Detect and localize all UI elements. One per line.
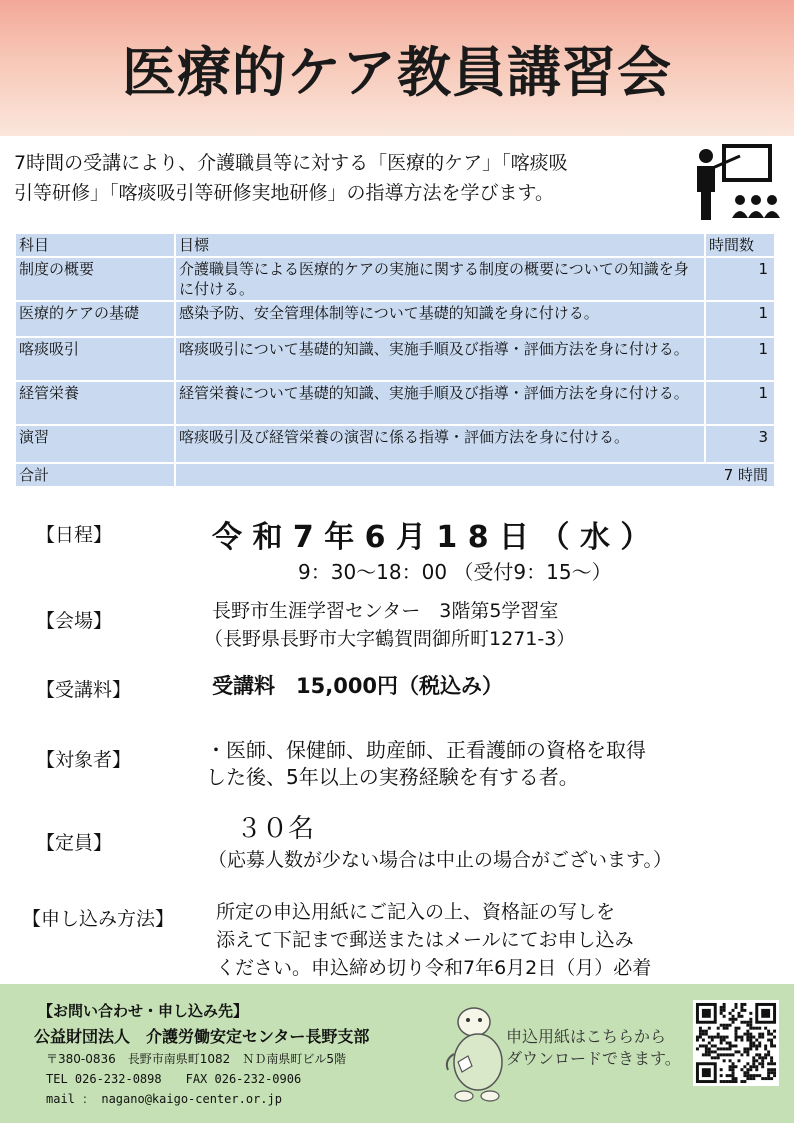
contact-address: 〒380-0836 長野市南県町1082 ＮＤ南県町ビル5階 xyxy=(46,1052,346,1066)
contact-footer xyxy=(0,984,794,1123)
table-cell: 感染予防、安全管理体制等について基礎的知識を身に付ける。 xyxy=(175,301,705,337)
schedule-time: 9：30～18：00 （受付9：15～） xyxy=(298,560,612,584)
table-total-row xyxy=(15,463,775,487)
table-cell: 3 xyxy=(705,425,775,463)
table-row xyxy=(15,425,775,463)
page-title: 医療的ケア教員講習会 xyxy=(122,41,672,104)
table-row xyxy=(15,301,775,337)
table-cell: 1 xyxy=(705,337,775,381)
venue-name: 長野市生涯学習センター 3階第5学習室 xyxy=(212,600,559,622)
capacity-number: ３０名 xyxy=(236,814,315,844)
contact-org: 公益財団法人 介護労働安定センター長野支部 xyxy=(34,1027,370,1046)
fee-text: 受講料 15,000円（税込み） xyxy=(212,674,504,698)
teacher-icon xyxy=(692,142,782,224)
table-header: 時間数 xyxy=(705,233,775,257)
contact-heading: 【お問い合わせ・申し込み先】 xyxy=(38,1002,249,1020)
table-row xyxy=(15,337,775,381)
turtle-mascot-icon xyxy=(440,1004,510,1104)
schedule-label: 【日程】 xyxy=(36,524,113,546)
qr-code-icon[interactable] xyxy=(693,1000,779,1086)
table-cell: 介護職員等による医療的ケアの実施に関する制度の概要についての知識を身に付ける。 xyxy=(175,257,705,301)
venue-address: （長野県長野市大字鶴賀問御所町1271-3） xyxy=(204,628,576,650)
schedule-date: 令 和 7 年 6 月 1 8 日 （ 水 ） xyxy=(212,520,651,555)
table-header-row xyxy=(15,233,775,257)
target-line-1: ・医師、保健師、助産師、正看護師の資格を取得 xyxy=(206,738,646,762)
intro-text xyxy=(14,148,694,208)
table-cell: 経管栄養 xyxy=(15,381,175,425)
table-header: 科目 xyxy=(15,233,175,257)
apply-line-2: 添えて下記まで郵送またはメールにてお申し込み xyxy=(216,929,634,951)
contact-mail[interactable]: mail ： nagano@kaigo-center.or.jp xyxy=(46,1092,282,1106)
total-label: 合計 xyxy=(15,463,175,487)
table-cell: 制度の概要 xyxy=(15,257,175,301)
table-header: 目標 xyxy=(175,233,705,257)
table-cell: 演習 xyxy=(15,425,175,463)
table-cell: 喀痰吸引及び経管栄養の演習に係る指導・評価方法を身に付ける。 xyxy=(175,425,705,463)
intro-line-2: 引等研修」「喀痰吸引等研修実地研修」の指導方法を学びます。 xyxy=(14,182,554,204)
intro-line-1: 7時間の受講により、介護職員等に対する「医療的ケア」「喀痰吸 xyxy=(14,152,568,174)
table-cell: 経管栄養について基礎的知識、実施手順及び指導・評価方法を身に付ける。 xyxy=(175,381,705,425)
table-row xyxy=(15,257,775,301)
contact-phone: TEL 026-232-0898 FAX 026-232-0906 xyxy=(46,1072,302,1086)
capacity-note: （応募人数が少ない場合は中止の場合がございます。） xyxy=(208,849,672,871)
download-line-2: ダウンロードできます。 xyxy=(506,1049,681,1068)
curriculum-table xyxy=(14,232,776,488)
target-line-2: した後、5年以上の実務経験を有する者。 xyxy=(206,765,579,789)
table-cell: 喀痰吸引について基礎的知識、実施手順及び指導・評価方法を身に付ける。 xyxy=(175,337,705,381)
table-cell: 1 xyxy=(705,257,775,301)
table-cell: 喀痰吸引 xyxy=(15,337,175,381)
table-cell: 1 xyxy=(705,381,775,425)
fee-label: 【受講料】 xyxy=(36,679,132,701)
venue-label: 【会場】 xyxy=(36,610,113,632)
download-line-1: 申込用紙はこちらから xyxy=(506,1027,667,1046)
apply-line-1: 所定の申込用紙にご記入の上、資格証の写しを xyxy=(216,901,616,923)
apply-label: 【申し込み方法】 xyxy=(22,908,175,930)
header-banner xyxy=(0,0,794,136)
target-label: 【対象者】 xyxy=(36,749,132,771)
table-cell: 医療的ケアの基礎 xyxy=(15,301,175,337)
total-value: 7 時間 xyxy=(175,463,775,487)
table-cell: 1 xyxy=(705,301,775,337)
apply-line-3: ください。申込締め切り令和7年6月2日（月）必着 xyxy=(216,957,652,979)
capacity-label: 【定員】 xyxy=(36,832,113,854)
table-row xyxy=(15,381,775,425)
